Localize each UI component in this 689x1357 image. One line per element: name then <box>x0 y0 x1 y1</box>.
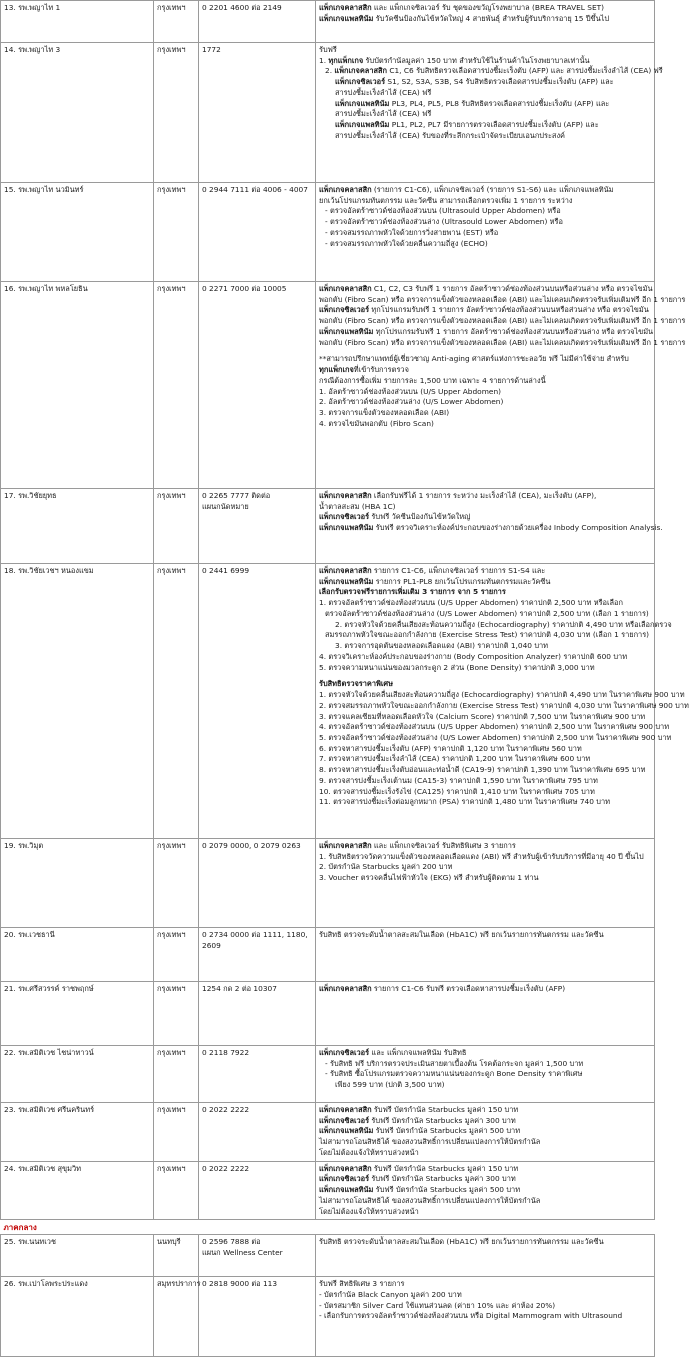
phone-cell <box>199 43 316 183</box>
benefit-line: แพ็กเกจซิลเวอร์ และ แพ็กเกจแพลทินัม รับสิทธิ <box>319 1048 467 1057</box>
phone-text: 0 2734 0000 ต่อ 1111, 1180, <box>202 930 308 939</box>
benefit-line: รับสิทธิ ตรวจระดับน้ำตาลสะสมในเลือด (HbA1C) ฟรี ยกเว้นรายการทันตกรรม และวัคซีน <box>319 1237 604 1247</box>
table-row <box>1 564 655 839</box>
province-cell <box>154 1103 199 1162</box>
phone-cell <box>199 839 316 928</box>
province-cell <box>154 1235 199 1277</box>
benefit-line: สารบ่งชี้มะเร็งลำไส้ (CEA) ฟรี <box>335 87 432 97</box>
table-row <box>1 489 655 564</box>
benefit-line: แพ็กเกจแพลทินัม รับฟรี บัตรกำนัล Starbucks มูลค่า 500 บาท <box>319 1126 521 1136</box>
province: สมุทรปราการ <box>157 1279 201 1289</box>
benefit-line: แพ็กเกจแพลทินัม PL3, PL4, PL5, PL8 รับสิทธิตรวจเลือดสารบ่งชี้มะเร็งตับ (AFP) และ <box>335 98 610 108</box>
benefit-details-cell <box>316 43 663 183</box>
phone-text: 0 2079 0000, 0 2079 0263 <box>202 841 301 850</box>
hospital-name: 14. รพ.พญาไท 3 <box>4 45 61 54</box>
benefit-details-cell <box>316 982 655 1046</box>
benefit-line: แพ็กเกจคลาสสิก และ แพ็กเกจซิลเวอร์ รับสิทธิพิเศษ 3 รายการ <box>319 841 516 850</box>
benefit-details-cell <box>316 839 655 928</box>
benefit-details-cell <box>316 1277 655 1357</box>
benefit-line: แพ็กเกจคลาสสิก รายการ C1-C6 รับฟรี ตรวจเลือดหาสารบ่งชี้มะเร็งตับ (AFP) <box>319 984 566 993</box>
benefit-line: รับสิทธิ ตรวจระดับน้ำตาลสะสมในเลือด (HbA1C) ฟรี ยกเว้นรายการทันตกรรม และวัคซีน <box>319 930 604 939</box>
hospital-name-cell <box>1 1 154 43</box>
benefit-line: น้ำตาลสะสม (HBA 1C) <box>319 501 396 511</box>
province-cell <box>154 1161 199 1220</box>
benefit-line: ไม่สามารถโอนสิทธิได้ ของสงวนสิทธิ์การเปลี่ยนแปลงการให้บัตรกำนัล <box>319 1137 541 1147</box>
benefit-line: 2. ตรวจหัวใจด้วยคลื่นเสียงสะท้อนความถี่สูง (Echocardiography) ราคาปกติ 4,490 บาท หรือเลือกตรวจ <box>335 619 672 629</box>
benefit-line: แพ็กเกจซิลเวอร์ รับฟรี วัคซีนป้องกันไข้หวัดใหญ่ <box>319 512 471 522</box>
province-cell <box>154 183 199 282</box>
benefit-line: โดยไม่ต้องแจ้งให้ทราบล่วงหน้า <box>319 1147 419 1157</box>
province: กรุงเทพฯ <box>157 1163 186 1173</box>
phone-cell <box>199 1161 316 1220</box>
benefit-line: แพ็กเกจแพลทินัม PL1, PL2, PL7 มีรายการตรวจเลือดสารบ่งชี้มะเร็งตับ (AFP) และ <box>335 120 599 130</box>
benefit-line: แพ็กเกจคลาสสิก รับฟรี บัตรกำนัล Starbucks มูลค่า 150 บาท <box>319 1163 519 1173</box>
hospital-name-cell <box>1 564 154 839</box>
table-body-bangkok <box>1 1 689 1220</box>
phone-text: 2609 <box>202 940 221 950</box>
benefit-line: 4. ตรวจวิเคราะห์องค์ประกอบของร่างกาย (Body Composition Analyzer) ราคาปกติ 600 บาท <box>319 651 628 661</box>
benefit-details-cell <box>316 183 655 282</box>
hospital-name: 26. รพ.เปาโลพระประแดง <box>4 1279 88 1289</box>
benefit-line: แพ็กเกจคลาสสิก รับฟรี บัตรกำนัล Starbucks มูลค่า 150 บาท <box>319 1105 519 1114</box>
benefit-line: รับสิทธิตรวจราคาพิเศษ <box>319 679 393 689</box>
hospital-name-cell <box>1 1103 154 1162</box>
hospital-name-cell <box>1 1277 154 1357</box>
region-label: ภาคกลาง <box>3 1223 37 1233</box>
province: กรุงเทพฯ <box>157 45 186 54</box>
benefit-line: - ตรวจอัลตร้าซาวด์ช่องท้องส่วนล่าง (Ultrasould Lower Abdomen) หรือ <box>325 217 563 227</box>
benefit-details-cell <box>316 489 663 564</box>
benefit-line: 5. ตรวจอัลตร้าซาวด์ช่องท้องส่วนล่าง (U/S Lower Abdomen) ราคาปกติ 2,500 บาท ในราคาพิเศษ 900 บาท <box>319 733 672 743</box>
phone-text: 0 2265 7777 ติดต่อ <box>202 491 271 500</box>
table-row <box>1 282 655 489</box>
phone-cell <box>199 1277 316 1357</box>
benefit-line: แพ็กเกจแพลทินัม ทุกโปรแกรมรับฟรี 1 รายการ อัลตร้าซาวด์ช่องท้องส่วนบนหรือส่วนล่าง หรือ ตรวจไขมัน <box>319 326 654 336</box>
benefit-details-cell <box>316 1161 655 1220</box>
benefit-details-cell <box>316 1103 655 1162</box>
province: กรุงเทพฯ <box>157 566 186 575</box>
hospital-name: 22. รพ.สมิติเวช ไชน่าทาวน์ <box>4 1048 94 1057</box>
benefit-line: แพ็กเกจซิลเวอร์ รับฟรี บัตรกำนัล Starbucks มูลค่า 300 บาท <box>319 1115 516 1125</box>
benefit-line: ตรวจอัลตร้าซาวด์ช่องท้องส่วนล่าง (U/S Lower Abdomen) ราคาปกติ 2,500 บาท (เลือก 1 รายการ) <box>325 608 649 618</box>
benefit-details-cell <box>316 1 655 43</box>
hospital-name-cell <box>1 43 154 183</box>
benefit-line: 1. รับสิทธิตรวจวัดความแข็งตัวของหลอดเลือดแดง (ABI) ฟรี สำหรับผู้เข้ารับบริการที่มีอายุ 40 ปี ขึ้นไป <box>319 851 644 861</box>
benefit-line: 5. ตรวจความหนาแน่นของมวลกระดูก 2 ส่วน (Bone Density) ราคาปกติ 3,000 บาท <box>319 662 595 672</box>
phone-cell <box>199 1046 316 1103</box>
hospital-name-cell <box>1 1161 154 1220</box>
benefit-details-cell <box>316 1235 655 1277</box>
benefit-line: รับฟรี สิทธิพิเศษ 3 รายการ <box>319 1279 405 1289</box>
benefit-line: - บัตรกำนัล Black Canyon มูลค่า 200 บาท <box>319 1289 462 1299</box>
province-cell <box>154 1277 199 1357</box>
table-row <box>1 183 655 282</box>
phone-text: 0 2201 4600 ต่อ 2149 <box>202 3 282 12</box>
benefit-line: - เลือกรับการตรวจอัลตร้าซาวด์ช่องท้องส่วนบน หรือ Digital Mammogram with Ultrasound <box>319 1311 623 1321</box>
benefit-line: 4. ตรวจอัลตร้าซาวด์ช่องท้องส่วนบน (U/S Upper Abdomen) ราคาปกติ 2,500 บาท ในราคาพิเศษ 900 บาท <box>319 722 670 732</box>
phone-text: 1772 <box>202 45 221 54</box>
table-row <box>1 839 655 928</box>
hospital-name-cell <box>1 1235 154 1277</box>
benefit-line: แพ็กเกจแพลทินัม รับวัคซีนป้องกันไข้หวัดใหญ่ 4 สายพันธุ์ สำหรับผู้รับบริการอายุ 15 ปีขึ้นไป <box>319 13 610 23</box>
table-row <box>1 1235 655 1277</box>
benefit-line: โดยไม่ต้องแจ้งให้ทราบล่วงหน้า <box>319 1206 419 1216</box>
province: กรุงเทพฯ <box>157 3 186 12</box>
hospital-name-cell <box>1 1046 154 1103</box>
benefit-line: แพ็กเกจคลาสสิก เลือกรับฟรีได้ 1 รายการ ระหว่าง มะเร็งลำไส้ (CEA), มะเร็งตับ (AFP), <box>319 491 597 500</box>
benefit-line: - รับสิทธิ ซื้อโปรแกรมตรวจความหนาแน่นของกระดูก Bone Density ราคาพิเศษ <box>325 1069 583 1079</box>
benefit-line: 3. ตรวจการอุดตันของหลอดเลือดแดง (ABI) ราคาปกติ 1,040 บาท <box>335 641 549 651</box>
province: กรุงเทพฯ <box>157 185 186 194</box>
province: นนทบุรี <box>157 1237 181 1247</box>
province-cell <box>154 982 199 1046</box>
hospital-name: 20. รพ.เวชธานี <box>4 930 55 939</box>
benefit-line: สารบ่งชี้มะเร็งลำไส้ (CEA) ฟรี <box>335 109 432 119</box>
benefit-line: 1. ทุกแพ็กเกจ รับบัตรกำนัลมูลค่า 150 บาท สำหรับใช้ในร้านค้าในโรงพยาบาลเท่านั้น <box>319 55 590 65</box>
table-row <box>1 1 655 43</box>
benefit-line: 2. แพ็กเกจคลาสสิก C1, C6 รับสิทธิตรวจเลือดสารบ่งชี้มะเร็งตับ (AFP) และ สารบ่งชี้มะเร็งลำไส้ (CEA) ฟรี <box>325 66 663 76</box>
benefit-line: - ตรวจสมรรถภาพหัวใจด้วยคลื่นความถี่สูง (ECHO) <box>325 238 488 248</box>
table-body-central <box>1 1235 655 1357</box>
phone-cell <box>199 928 316 982</box>
benefit-line: พอกตับ (Fibro Scan) หรือ ตรวจการแข็งตัวของหลอดเลือด (ABI) และไม่เคลมเกิดตรวจรับเพิ่มเติมฟรี อีก 1 รายการ <box>319 337 686 347</box>
hospital-name-cell <box>1 183 154 282</box>
benefit-line: 3. ตรวจการแข็งตัวของหลอดเลือด (ABI) <box>319 408 450 418</box>
province-cell <box>154 489 199 564</box>
benefit-line: ไม่สามารถโอนสิทธิได้ ของสงวนสิทธิ์การเปลี่ยนแปลงการให้บัตรกำนัล <box>319 1195 541 1205</box>
benefit-line: พอกตับ (Fibro Scan) หรือ ตรวจการแข็งตัวของหลอดเลือด (ABI) และไม่เคลมเกิดตรวจรับเพิ่มเติมฟรี อีก 1 รายการ <box>319 294 686 304</box>
benefit-line: 10. ตรวจสารบ่งชี้มะเร็งรังไข่ (CA125) ราคาปกติ 1,410 บาท ในราคาพิเศษ 705 บาท <box>319 786 595 796</box>
table-row <box>1 1277 655 1357</box>
benefit-line: ยกเว้นโปรแกรมทันตกรรม และวัคซีน สามารถเลือกตรวจเพิ่ม 1 รายการ ระหว่าง <box>319 195 573 205</box>
province: กรุงเทพฯ <box>157 984 186 993</box>
table-row <box>1 928 655 982</box>
table-row <box>1 982 655 1046</box>
province: กรุงเทพฯ <box>157 1105 186 1114</box>
phone-cell <box>199 982 316 1046</box>
province: กรุงเทพฯ <box>157 841 186 850</box>
province-cell <box>154 839 199 928</box>
hospital-name: 23. รพ.สมิติเวช ศรีนครินทร์ <box>4 1105 95 1114</box>
benefit-line: 11. ตรวจสารบ่งชี้มะเร็งต่อมลูกหมาก (PSA) ราคาปกติ 1,480 บาท ในราคาพิเศษ 740 บาท <box>319 797 610 807</box>
benefit-line: รับฟรี <box>319 45 337 54</box>
province-cell <box>154 282 199 489</box>
phone-cell <box>199 1103 316 1162</box>
benefit-line: แพ็กเกจคลาสสิก C1, C2, C3 รับฟรี 1 รายการ อัลตร้าซาวด์ช่องท้องส่วนบนหรือส่วนล่าง หรือ ตรวจไขมัน <box>319 284 653 293</box>
phone-text: 0 2441 6999 <box>202 566 250 575</box>
province-cell <box>154 564 199 839</box>
phone-text: 1254 กด 2 ต่อ 10307 <box>202 984 277 993</box>
province: กรุงเทพฯ <box>157 284 186 293</box>
province-cell <box>154 1046 199 1103</box>
phone-text: แผนกนัดหมาย <box>202 501 249 511</box>
province-cell <box>154 1 199 43</box>
benefit-line: - ตรวจอัลตร้าซาวด์ช่องท้องส่วนบน (Ultrasould Upper Abdomen) หรือ <box>325 206 561 216</box>
benefit-details-cell <box>316 282 686 489</box>
benefit-line: - ตรวจสมรรถภาพหัวใจด้วยการวิ่งสายพาน (EST) หรือ <box>325 227 499 237</box>
benefit-line: เพียง 599 บาท (ปกติ 3,500 บาท) <box>335 1080 445 1090</box>
benefit-line: แพ็กเกจซิลเวอร์ S1, S2, S3A, S3B, S4 รับสิทธิตรวจเลือดสารบ่งชี้มะเร็งตับ (AFP) และ <box>335 77 614 87</box>
phone-cell <box>199 183 316 282</box>
phone-text: แผนก Wellness Center <box>202 1247 283 1257</box>
region-section <box>1 1220 655 1235</box>
hospital-name: 18. รพ.วิชัยเวชฯ หนองแขม <box>4 566 94 575</box>
phone-text: 0 2022 2222 <box>202 1163 250 1173</box>
benefit-line: 1. ตรวจอัลตร้าซาวด์ช่องท้องส่วนบน (U/S Upper Abdomen) ราคาปกติ 2,500 บาท หรือเลือก <box>319 598 623 608</box>
hospital-name: 25. รพ.นนทเวช <box>4 1237 56 1247</box>
table-row <box>1 1161 655 1220</box>
benefit-line: - รับสิทธิ ฟรี บริการตรวจประเมินสายตาเบื้องต้น โรคต้อกระจก มูลค่า 1,500 บาท <box>325 1058 584 1068</box>
province: กรุงเทพฯ <box>157 491 186 500</box>
benefit-line: กรณีต้องการซื้อเพิ่ม รายการละ 1,500 บาท เฉพาะ 4 รายการด้านล่างนี้ <box>319 375 546 385</box>
phone-cell <box>199 282 316 489</box>
hospital-name-cell <box>1 282 154 489</box>
benefit-details-cell <box>316 1046 655 1103</box>
hospital-name-cell <box>1 928 154 982</box>
hospital-name: 13. รพ.พญาไท 1 <box>4 3 61 12</box>
phone-text: 0 2118 7922 <box>202 1048 250 1057</box>
benefit-line: 7. ตรวจหาสารบ่งชี้มะเร็งลำไส้ (CEA) ราคาปกติ 1,200 บาท ในราคาพิเศษ 600 บาท <box>319 754 591 764</box>
hospital-name: 24. รพ.สมิติเวช สุขุมวิท <box>4 1163 81 1173</box>
hospital-name: 19. รพ.วิมุต <box>4 841 44 850</box>
benefit-line: แพ็กเกจแพลทินัม รายการ PL1-PL8 ยกเว้นโปรแกรมทันตกรรมและวัคซีน <box>319 576 551 586</box>
benefit-details-cell <box>316 928 655 982</box>
benefit-line: 8. ตรวจหาสารบ่งชี้มะเร็งตับอ่อนและท่อน้ำดี (CA19-9) ราคาปกติ 1,390 บาท ในราคาพิเศษ 695 บาท <box>319 765 646 775</box>
benefit-line: 2. ตรวจสมรรถภาพหัวใจขณะออกกำลังกาย (Exercise Stress Test) ราคาปกติ 4,030 บาท ในราคาพิเศษ 900 บาท <box>319 700 689 710</box>
phone-cell <box>199 564 316 839</box>
benefit-line: **สามารถปรึกษาแพทย์ผู้เชี่ยวชาญ Anti-aging ศาสตร์แห่งการชะลอวัย ฟรี ไม่มีค่าใช้จ่าย สำหรับ <box>319 354 629 364</box>
hospital-name-cell <box>1 839 154 928</box>
benefit-line: แพ็กเกจซิลเวอร์ รับฟรี บัตรกำนัล Starbucks มูลค่า 300 บาท <box>319 1174 516 1184</box>
region-row <box>1 1220 655 1235</box>
benefit-line: เลือกรับตรวจฟรีรายการเพิ่มเติม 3 รายการ จาก 5 รายการ <box>319 587 506 597</box>
hospital-name: 17. รพ.วิชัยยุทธ <box>4 491 57 500</box>
benefit-line: 2. บัตรกำนัล Starbucks มูลค่า 200 บาท <box>319 862 453 872</box>
table-row <box>1 1103 655 1162</box>
phone-cell <box>199 1235 316 1277</box>
benefit-line: แพ็กเกจซิลเวอร์ ทุกโปรแกรมรับฟรี 1 รายการ อัลตร้าซาวด์ช่องท้องส่วนบนหรือส่วนล่าง หรือ ตรวจไขมัน <box>319 305 649 315</box>
benefit-line: 4. ตรวจไขมันพอกตับ (Fibro Scan) <box>319 418 434 428</box>
phone-text: 0 2944 7111 ต่อ 4006 - 4007 <box>202 185 308 194</box>
benefit-line: 1. ตรวจหัวใจด้วยคลื่นเสียงสะท้อนความถี่สูง (Echocardiography) ราคาปกติ 4,490 บาท ในราคาพิเศษ 900 บาท <box>319 690 685 700</box>
benefit-line: 6. ตรวจหาสารบ่งชี้มะเร็งตับ (AFP) ราคาปกติ 1,120 บาท ในราคาพิเศษ 560 บาท <box>319 743 582 753</box>
benefit-line: แพ็กเกจคลาสสิก และ แพ็กเกจซิลเวอร์ รับ ชุดของขวัญโรงพยาบาล (BREA TRAVEL SET) <box>319 3 605 12</box>
benefit-line: แพ็กเกจคลาสสิก (รายการ C1-C6), แพ็กเกจซิลเวอร์ (รายการ S1-S6) และ แพ็กเกจแพลทินัม <box>319 185 614 194</box>
hospital-name: 16. รพ.พญาไท พหลโยธิน <box>4 284 88 293</box>
phone-cell <box>199 489 316 564</box>
province-cell <box>154 928 199 982</box>
hospital-name: 15. รพ.พญาไท นวมินทร์ <box>4 185 84 194</box>
benefit-line: 9. ตรวจสารบ่งชี้มะเร็งเต้านม (CA15-3) ราคาปกติ 1,590 บาท ในราคาพิเศษ 795 บาท <box>319 775 598 785</box>
hospital-name: 21. รพ.ศรีสวรรค์ ราชพฤกษ์ <box>4 984 94 993</box>
hospital-name-cell <box>1 982 154 1046</box>
benefit-line: ทุกแพ็กเกจที่เข้ารับการตรวจ <box>319 365 409 375</box>
benefit-line: สมรรถภาพหัวใจขณะออกกำลังกาย (Exercise Stress Test) ราคาปกติ 4,030 บาท (เลือก 1 รายการ) <box>325 630 650 640</box>
phone-cell <box>199 1 316 43</box>
phone-text: 0 2271 7000 ต่อ 10005 <box>202 284 287 293</box>
province: กรุงเทพฯ <box>157 1048 186 1057</box>
province: กรุงเทพฯ <box>157 930 186 939</box>
benefit-line: พอกตับ (Fibro Scan) หรือ ตรวจการแข็งตัวของหลอดเลือด (ABI) และไม่เคลมเกิดตรวจรับเพิ่มเติมฟรี อีก 1 รายการ <box>319 316 686 326</box>
benefit-line: แพ็กเกจคลาสสิก รายการ C1-C6, แพ็กเกจซิลเวอร์ รายการ S1-S4 และ <box>319 566 546 575</box>
benefit-line: - บัตรสมาชิก Silver Card ใช้แทนส่วนลด (ค่ายา 10% และ ค่าห้อง 20%) <box>319 1300 556 1310</box>
province-cell <box>154 43 199 183</box>
table-row <box>1 43 655 183</box>
benefit-line: แพ็กเกจแพลทินัม รับฟรี ตรวจวิเคราะห์องค์ประกอบของร่างกายด้วยเครื่อง Inbody Composition Analysis. <box>319 523 663 533</box>
benefit-line: 1. อัลตร้าซาวด์ช่องท้องส่วนบน (U/S Upper Abdomen) <box>319 386 502 396</box>
benefit-line: สารบ่งชี้มะเร็งลำไส้ (CEA) รับของที่ระลึกกระเป๋าจัดระเบียบเอนกประสงค์ <box>335 130 566 140</box>
phone-text: 0 2596 7888 ต่อ <box>202 1237 261 1247</box>
benefit-line: 2. อัลตร้าซาวด์ช่องท้องส่วนล่าง (U/S Lower Abdomen) <box>319 397 504 407</box>
benefit-line: 3. Voucher ตรวจคลื่นไฟฟ้าหัวใจ (EKG) ฟรี สำหรับผู้ติดตาม 1 ท่าน <box>319 873 539 883</box>
table-row <box>1 1046 655 1103</box>
benefit-line: 3. ตรวจแคลเซียมที่หลอดเลือดหัวใจ (Calcium Score) ราคาปกติ 7,500 บาท ในราคาพิเศษ 900 บาท <box>319 711 646 721</box>
hospital-name-cell <box>1 489 154 564</box>
phone-text: 0 2022 2222 <box>202 1105 250 1114</box>
phone-text: 0 2818 9000 ต่อ 113 <box>202 1279 278 1289</box>
benefit-line: แพ็กเกจแพลทินัม รับฟรี บัตรกำนัล Starbucks มูลค่า 500 บาท <box>319 1185 521 1195</box>
benefit-details-cell <box>316 564 689 839</box>
